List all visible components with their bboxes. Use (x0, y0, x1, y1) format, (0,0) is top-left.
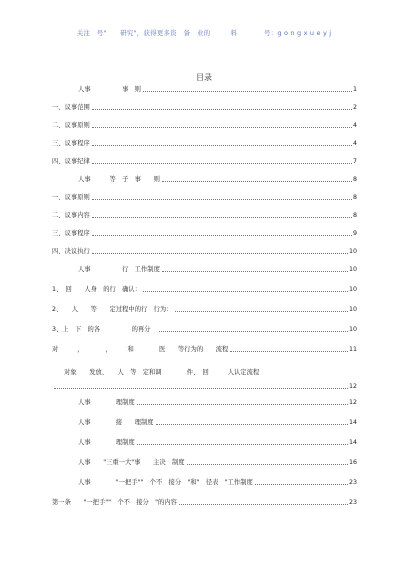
toc-entry-label: 对象 发放、 人 等 定和调 件、 回 人认定流程 (64, 369, 260, 376)
toc-page-number: 8 (352, 212, 357, 219)
toc-page-number: 4 (352, 140, 357, 147)
toc-entry-label: 1、 回 人身 的行 确认： (52, 286, 142, 293)
toc-page-number: 23 (348, 499, 357, 506)
toc-entry-label: 三、议事程序 (52, 140, 90, 147)
toc-page-number: 10 (348, 286, 357, 293)
toc-entry-label: 二、议事内容 (52, 212, 90, 219)
toc-entry[interactable] (52, 306, 357, 314)
toc-page-number: 2 (352, 104, 357, 111)
toc-entry-label: 第一条 "一把手"" 个不 接分 "的内容 (52, 499, 177, 506)
toc-entry-label: 二、议事原则 (52, 122, 90, 129)
toc-page-number: 10 (348, 266, 357, 273)
toc-entry[interactable] (52, 326, 357, 334)
toc-page-number: 14 (348, 419, 357, 426)
toc-leader-dots (137, 444, 348, 445)
toc-leader-dots (54, 388, 348, 389)
toc-entry-label: 人事 "三重一大"事 主决 制度 (78, 459, 185, 466)
toc-entry-label: 2、 人 等 定过程中的行 行为： (52, 306, 173, 313)
toc-leader-dots (159, 331, 348, 332)
toc-entry[interactable] (52, 194, 357, 202)
toc-entry[interactable] (52, 122, 357, 130)
toc-page-number: 7 (352, 158, 357, 165)
toc-page-number: 1 (352, 86, 357, 93)
toc-leader-dots (92, 145, 352, 146)
toc-entry[interactable] (52, 176, 357, 184)
toc-page-number: 10 (348, 248, 357, 255)
toc-entry-label: 人事 理制度 (78, 439, 135, 446)
toc-entry-label: 四、决议执行 (52, 248, 90, 255)
toc-leader-dots (162, 181, 352, 182)
toc-entry[interactable] (52, 248, 357, 256)
toc-leader-dots (92, 109, 352, 110)
toc-leader-dots (162, 271, 348, 272)
toc-page-number: 8 (352, 194, 357, 201)
toc-page-number: 11 (348, 346, 357, 353)
toc-entry-label: 人事 行 工作制度 (78, 266, 160, 273)
toc-page-number: 14 (348, 439, 357, 446)
toc-page-number: 12 (348, 399, 357, 406)
toc-leader-dots (230, 351, 348, 352)
toc-entry[interactable] (52, 399, 357, 407)
toc-entry[interactable] (52, 86, 357, 94)
toc-entry[interactable] (52, 346, 357, 354)
toc-leader-dots (143, 91, 352, 92)
toc-page-number: 10 (348, 326, 357, 333)
toc-entry-label: 3、上 下 的各 的再分 (52, 326, 157, 333)
toc-page-number: 23 (348, 479, 357, 486)
toc-entry[interactable] (52, 104, 357, 112)
toc-entry-label: 人事 接 理制度 (78, 419, 154, 426)
toc-page-number: 12 (348, 383, 357, 390)
toc-entry[interactable] (52, 369, 357, 391)
toc-leader-dots (143, 291, 348, 292)
toc-entry[interactable] (52, 419, 357, 427)
toc-leader-dots (255, 484, 348, 485)
page-header-note: 关注 号" 研究"，获得更多资 备 业的 料 号：g o n g x u e y j (76, 29, 332, 37)
toc-entry-label: 人事 理制度 (78, 399, 135, 406)
toc-entry-label: 对 ， ， 和 医 等行为的 流程 (52, 346, 229, 353)
toc-page-number: 9 (352, 230, 357, 237)
toc-entry-label: 四、议事纪律 (52, 158, 90, 165)
toc-entry-label: 人事 "一把手"" 个不 接分 "和" 径表 "工作制度 (78, 479, 253, 486)
toc-leader-dots (92, 217, 352, 218)
toc-entry-label: 一、议事范围 (52, 104, 90, 111)
toc-leader-dots (187, 464, 348, 465)
toc-entry[interactable] (52, 439, 357, 447)
toc-leader-dots (92, 199, 352, 200)
toc-page-number: 16 (348, 459, 357, 466)
toc-leader-dots (92, 253, 348, 254)
toc-entry-label: 人事 等 子 事 则 (78, 176, 160, 183)
toc-page-number: 4 (352, 122, 357, 129)
toc-entry[interactable] (52, 499, 357, 507)
toc-page-number: 8 (352, 176, 357, 183)
toc-entry[interactable] (52, 266, 357, 274)
toc-entry[interactable] (52, 479, 357, 487)
toc-leader-dots (92, 235, 352, 236)
toc-entry-label: 一、议事原则 (52, 194, 90, 201)
toc-page-number: 10 (348, 306, 357, 313)
toc-entry[interactable] (52, 286, 357, 294)
toc-leader-dots (179, 504, 348, 505)
toc-entry-label: 三、议事程序 (52, 230, 90, 237)
toc-title: 目录 (196, 73, 212, 82)
toc-entry[interactable] (52, 212, 357, 220)
toc-entry-label: 人事 事 则 (78, 86, 141, 93)
toc-leader-dots (137, 404, 348, 405)
toc-leader-dots (92, 163, 352, 164)
toc-leader-dots (92, 127, 352, 128)
toc-entry[interactable] (52, 158, 357, 166)
toc-entry[interactable] (52, 459, 357, 467)
toc-entry[interactable] (52, 230, 357, 238)
toc-leader-dots (175, 311, 348, 312)
toc-leader-dots (156, 424, 348, 425)
toc-entry[interactable] (52, 140, 357, 148)
